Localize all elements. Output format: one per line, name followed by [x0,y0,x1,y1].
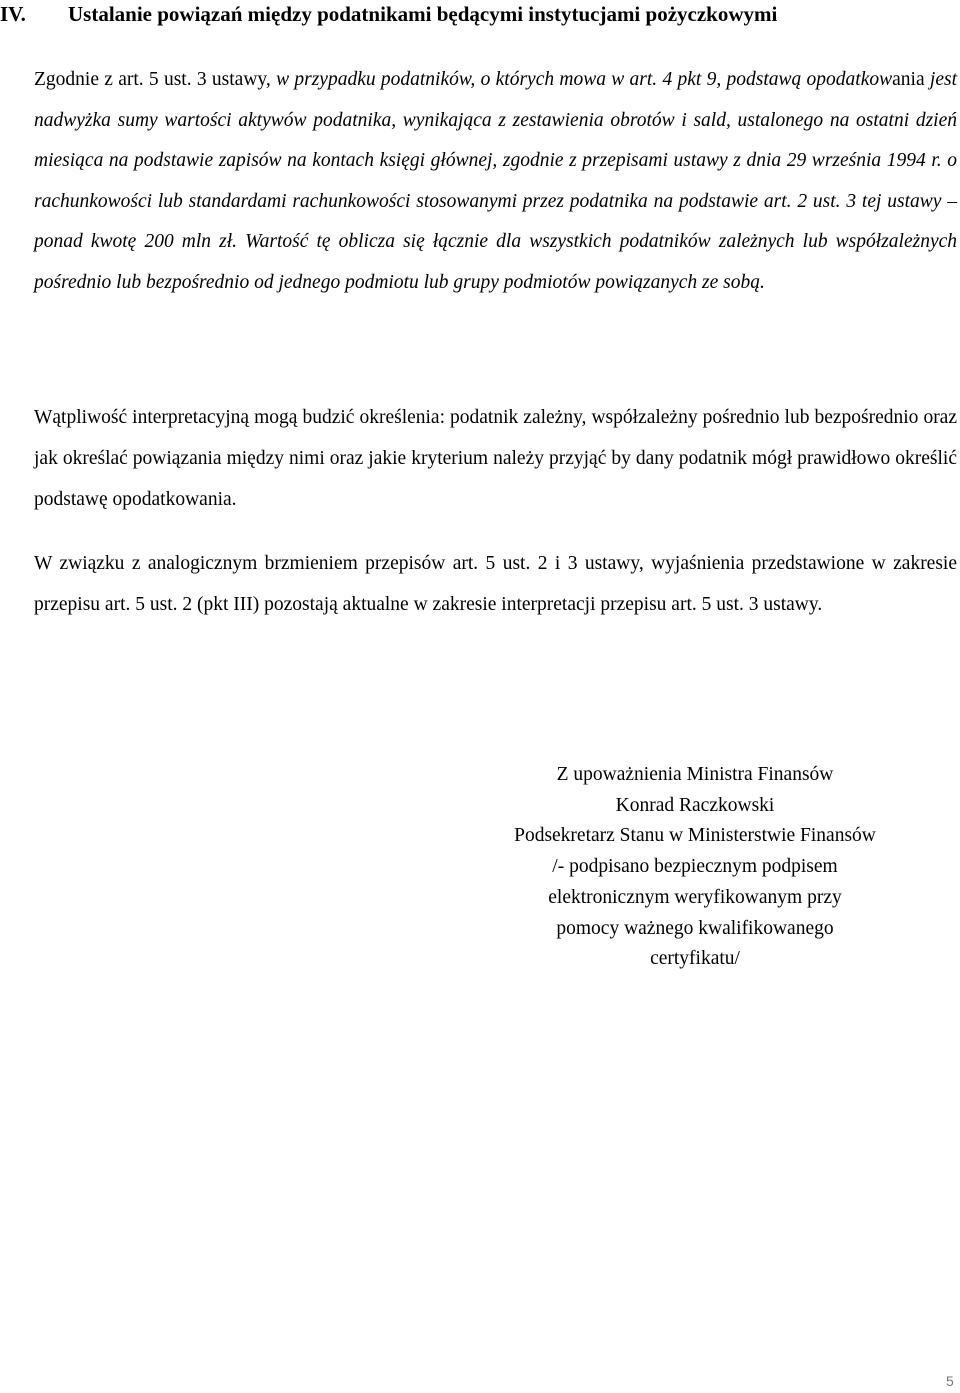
page-number: 5 [946,1373,954,1389]
paragraph-conclusion: W związku z analogicznym brzmieniem przepisów art. 5 ust. 2 i 3 ustawy, wyjaśnienia przedstawione w zakresie przepisu art. 5 ust. 2 (pkt III) pozostają aktualne w zakresie interpretacji przepisu art. 5 ust. 3 ustawy. [34,553,957,615]
signature-block [500,760,890,975]
paragraph-interpretive-doubt: Wątpliwość interpretacyjną mogą budzić określenia: podatnik zależny, współzależny pośrednio lub bezpośrednio oraz jak określać powiązania między nimi oraz jakie kryterium należy przyjąć by dany podatnik mógł prawidłowo określić podstawę opodatkowania. [34,407,957,510]
statute-quote-part1: w przypadku podatników, o których mowa w art. 4 pkt 9, podstawą opodatkow [270,69,893,90]
signatory-name: Konrad Raczkowski [615,794,775,816]
signature-note-line2: elektronicznym weryfikowanym przy [548,886,842,908]
signature-note-line3: pomocy ważnego kwalifikowanego [556,917,834,939]
signature-note-line4: certyfikatu/ [650,948,740,970]
signature-authorization-line: Z upoważnienia Ministra Finansów [556,764,834,785]
statute-quote-part2: jest nadwyżka sumy wartości aktywów podatnika, wynikająca z zestawienia obrotów i sald, ustalonego na ostatni dzień miesiąca na podstawie zapisów na kontach księgi głównej, zgodnie z przepisami ustawy z dnia 29 września 1994 r. o rachunkowości lub standardami rachunkowości stosowanymi przez podatnika na podstawie art. 2 ust. 3 tej ustawy – ponad kwotę 200 mln zł. Wartość tę oblicza się łącznie dla wszystkich podatników zależnych lub współzależnych pośrednio lub bezpośrednio od jednego podmiotu lub grupy podmiotów powiązanych ze sobą. [34,69,957,293]
signature-note-line1: /- podpisano bezpiecznym podpisem [552,856,838,878]
paragraph-legal-basis [34,60,957,304]
paragraph-lead: Zgodnie z art. 5 ust. 3 ustawy, [34,69,271,90]
signatory-position: Podsekretarz Stanu w Ministerstwie Finansów [514,825,876,847]
statute-quote-upright-fragment: ania [892,69,925,90]
section-title: Ustalanie powiązań między podatnikami będącymi instytucjami pożyczkowymi [68,2,778,26]
section-number: IV. [0,2,26,26]
